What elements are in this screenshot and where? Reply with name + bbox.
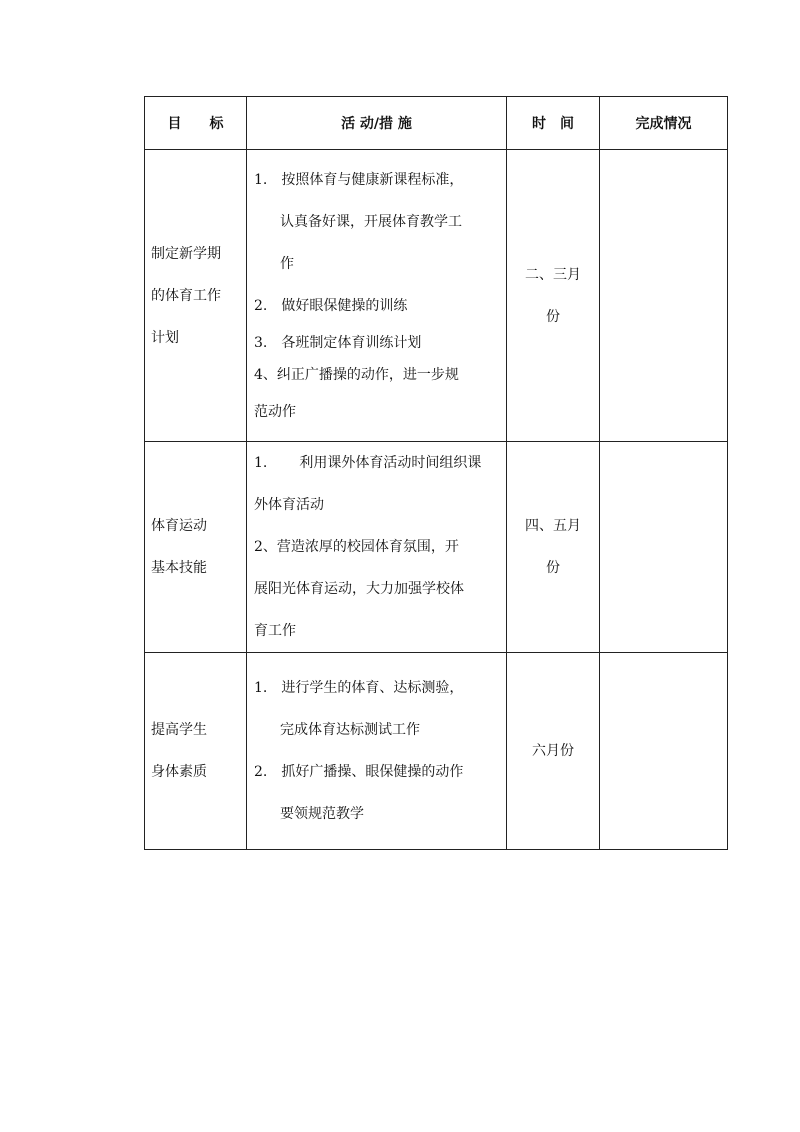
time-cell (507, 653, 600, 850)
activity-cell (247, 653, 507, 850)
status-cell[interactable] (600, 653, 728, 850)
activity-line: 2、营造浓厚的校园体育氛围，开 (254, 539, 459, 555)
activity-cell (247, 150, 507, 442)
item-number: 1. (254, 455, 268, 471)
activity-line (254, 285, 506, 327)
item-number: 1. (254, 171, 268, 188)
activity-line: 要领规范教学 (280, 806, 364, 822)
time-line: 二、三月 (525, 266, 581, 283)
header-goal: 目 标 (145, 97, 247, 150)
header-row (145, 97, 728, 150)
activity-line (254, 751, 506, 793)
activity-line (254, 442, 506, 484)
header-status: 完成情况 (600, 97, 728, 150)
table-row (145, 150, 728, 442)
header-activity: 活 动/措 施 (247, 97, 507, 150)
goal-line: 的体育工作 (151, 287, 221, 304)
activity-text: 按照体育与健康新课程标准， (281, 171, 464, 188)
activity-text: 各班制定体育训练计划 (281, 334, 422, 351)
activity-text: 抓好广播操、眼保健操的动作 (281, 764, 464, 780)
status-cell[interactable] (600, 442, 728, 653)
time-line: 六月份 (532, 743, 574, 759)
goal-line: 制定新学期 (151, 245, 221, 262)
activity-line: 外体育活动 (254, 497, 324, 513)
activity-line (254, 667, 506, 709)
work-plan-table (144, 96, 728, 850)
time-line: 份 (546, 308, 560, 325)
activity-text: 利用课外体育活动时间组织课 (299, 455, 482, 471)
activity-line: 育工作 (254, 623, 296, 639)
item-number: 1. (254, 680, 268, 696)
table-row (145, 442, 728, 653)
activity-text: 做好眼保健操的训练 (281, 297, 408, 314)
activity-line: 作 (280, 255, 294, 272)
goal-line: 基本技能 (151, 560, 207, 576)
header-time: 时 间 (507, 97, 600, 150)
time-line: 四、五月 (525, 518, 581, 534)
goal-line: 提高学生 (151, 722, 207, 738)
activity-line: 范动作 (254, 403, 296, 420)
time-cell (507, 150, 600, 442)
table-row (145, 653, 728, 850)
goal-line: 身体素质 (151, 764, 207, 780)
activity-line (254, 159, 506, 201)
time-cell (507, 442, 600, 653)
item-number: 2. (254, 764, 268, 780)
item-number: 2. (254, 297, 268, 314)
activity-line: 认真备好课，开展体育教学工 (280, 213, 462, 230)
activity-line: 完成体育达标测试工作 (280, 722, 420, 738)
activity-cell (247, 442, 507, 653)
time-line: 份 (546, 560, 560, 576)
goal-cell (145, 653, 247, 850)
activity-text: 进行学生的体育、达标测验， (281, 680, 464, 696)
goal-cell (145, 150, 247, 442)
goal-cell (145, 442, 247, 653)
goal-line: 体育运动 (151, 518, 207, 534)
goal-line: 计划 (151, 329, 179, 346)
activity-line (254, 327, 506, 359)
activity-line: 4、纠正广播操的动作，进一步规 (254, 366, 459, 383)
item-number: 3. (254, 334, 268, 351)
activity-line: 展阳光体育运动，大力加强学校体 (254, 581, 464, 597)
status-cell[interactable] (600, 150, 728, 442)
